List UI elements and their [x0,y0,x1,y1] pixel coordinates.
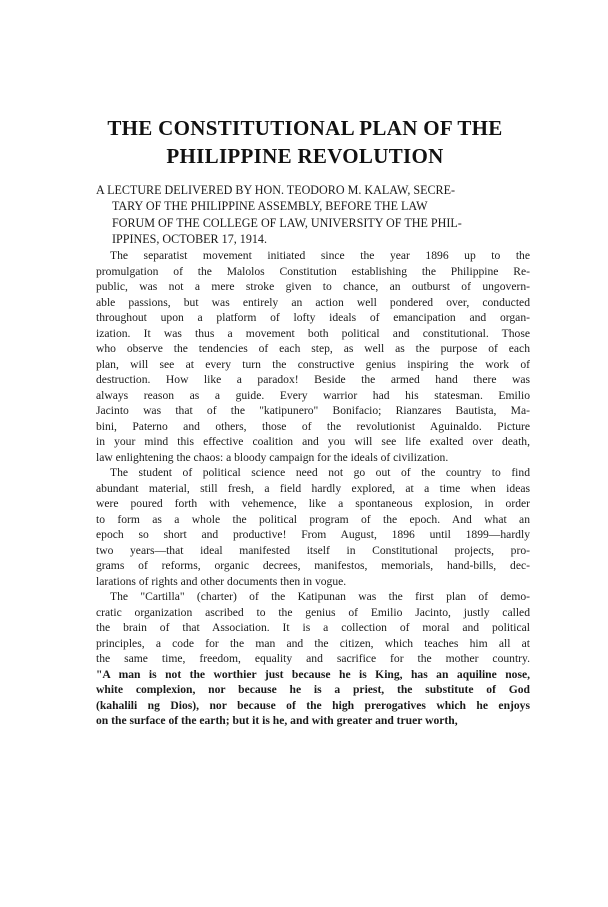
body-line: in your mind this effective coalition and you will see life exalted over death, [96,435,530,448]
body-line: promulgation of the Malolos Constitution establishing the Philippine Re- [96,264,530,278]
body-line: ization. It was thus a movement both political and constitutional. Those [96,326,530,340]
body-line: "A man is not the worthier just because he is King, has an aquiline nose, [96,667,530,681]
body-line: cratic organization ascribed to the genius of Emilio Jacinto, justly called [96,605,530,619]
subtitle-line: FORUM OF THE COLLEGE OF LAW, UNIVERSITY OF THE PHIL- [112,215,462,230]
body-line: principles, a code for the man and the citizen, which teaches him all at [96,636,530,650]
body-line: the brain of that Association. It is a collection of moral and political [96,621,530,634]
document-title [95,114,515,170]
body-line: destruction. How like a paradox! Beside the armed hand there was [96,373,530,386]
body-line: law enlightening the chaos: a bloody campaign for the ideals of civilization. [96,450,449,464]
body-line: on the surface of the earth; but it is he, and with greater and truer worth, [96,714,458,727]
subtitle-line: IPPINES, OCTOBER 17, 1914. [112,231,267,246]
body-line: The separatist movement initiated since the year 1896 up to the [110,249,530,262]
body-line: throughout upon a platform of lofty ideals of emancipation and organ- [96,311,530,324]
body-line: Jacinto was that of the "katipunero" Bonifacio; Rianzares Bautista, Ma- [96,404,530,417]
body-line: epoch so short and productive! From August, 1896 until 1899—hardly [96,528,530,541]
body-text [96,248,530,729]
title-line-1: THE CONSTITUTIONAL PLAN OF THE [107,116,503,140]
body-line: public, was not a mere stroke given to chance, an outburst of ungovern- [96,280,530,293]
body-line: who observe the tendencies of each step, as well as the purpose of each [96,342,530,355]
body-line: (kahalili ng Dios), nor because of the high prerogatives which he enjoys [96,698,530,712]
subtitle-line: TARY OF THE PHILIPPINE ASSEMBLY, BEFORE THE LAW [112,199,428,214]
body-line: always reason as a guide. Every warrior had his statesman. Emilio [96,388,530,402]
body-line: able passions, but was entirely an action well pondered over, conducted [96,295,530,309]
body-line: The "Cartilla" (charter) of the Katipunan was the first plan of demo- [110,590,530,603]
lecture-subtitle [96,182,526,247]
body-line: plan, will see at every turn the constructive genius inspiring the work of [96,357,530,371]
body-line: bini, Paterno and others, those of the revolutionist Aguinaldo. Picture [96,419,530,433]
body-line: larations of rights and other documents then in vogue. [96,574,347,588]
body-line: The student of political science need not go out of the country to find [110,466,530,479]
body-line: two years—that ideal manifested itself in Constitutional projects, pro- [96,543,530,557]
title-line-2: PHILIPPINE REVOLUTION [166,144,444,168]
body-line: white complexion, nor because he is a priest, the substitute of God [96,683,530,696]
body-line: to form as a whole the political program of the epoch. And what an [96,512,530,526]
subtitle-line: A LECTURE DELIVERED BY HON. TEODORO M. KALAW, SECRE- [96,183,456,197]
body-line: grams of reforms, organic decrees, manifestos, memorials, hand-bills, dec- [96,559,530,572]
body-line: abundant material, still fresh, a field hardly explored, at a time when ideas [96,481,530,495]
body-line: were poured forth with vehemence, like a spontaneous explosion, in order [96,497,530,510]
body-line: the same time, freedom, equality and sacrifice for the mother country. [96,652,530,665]
